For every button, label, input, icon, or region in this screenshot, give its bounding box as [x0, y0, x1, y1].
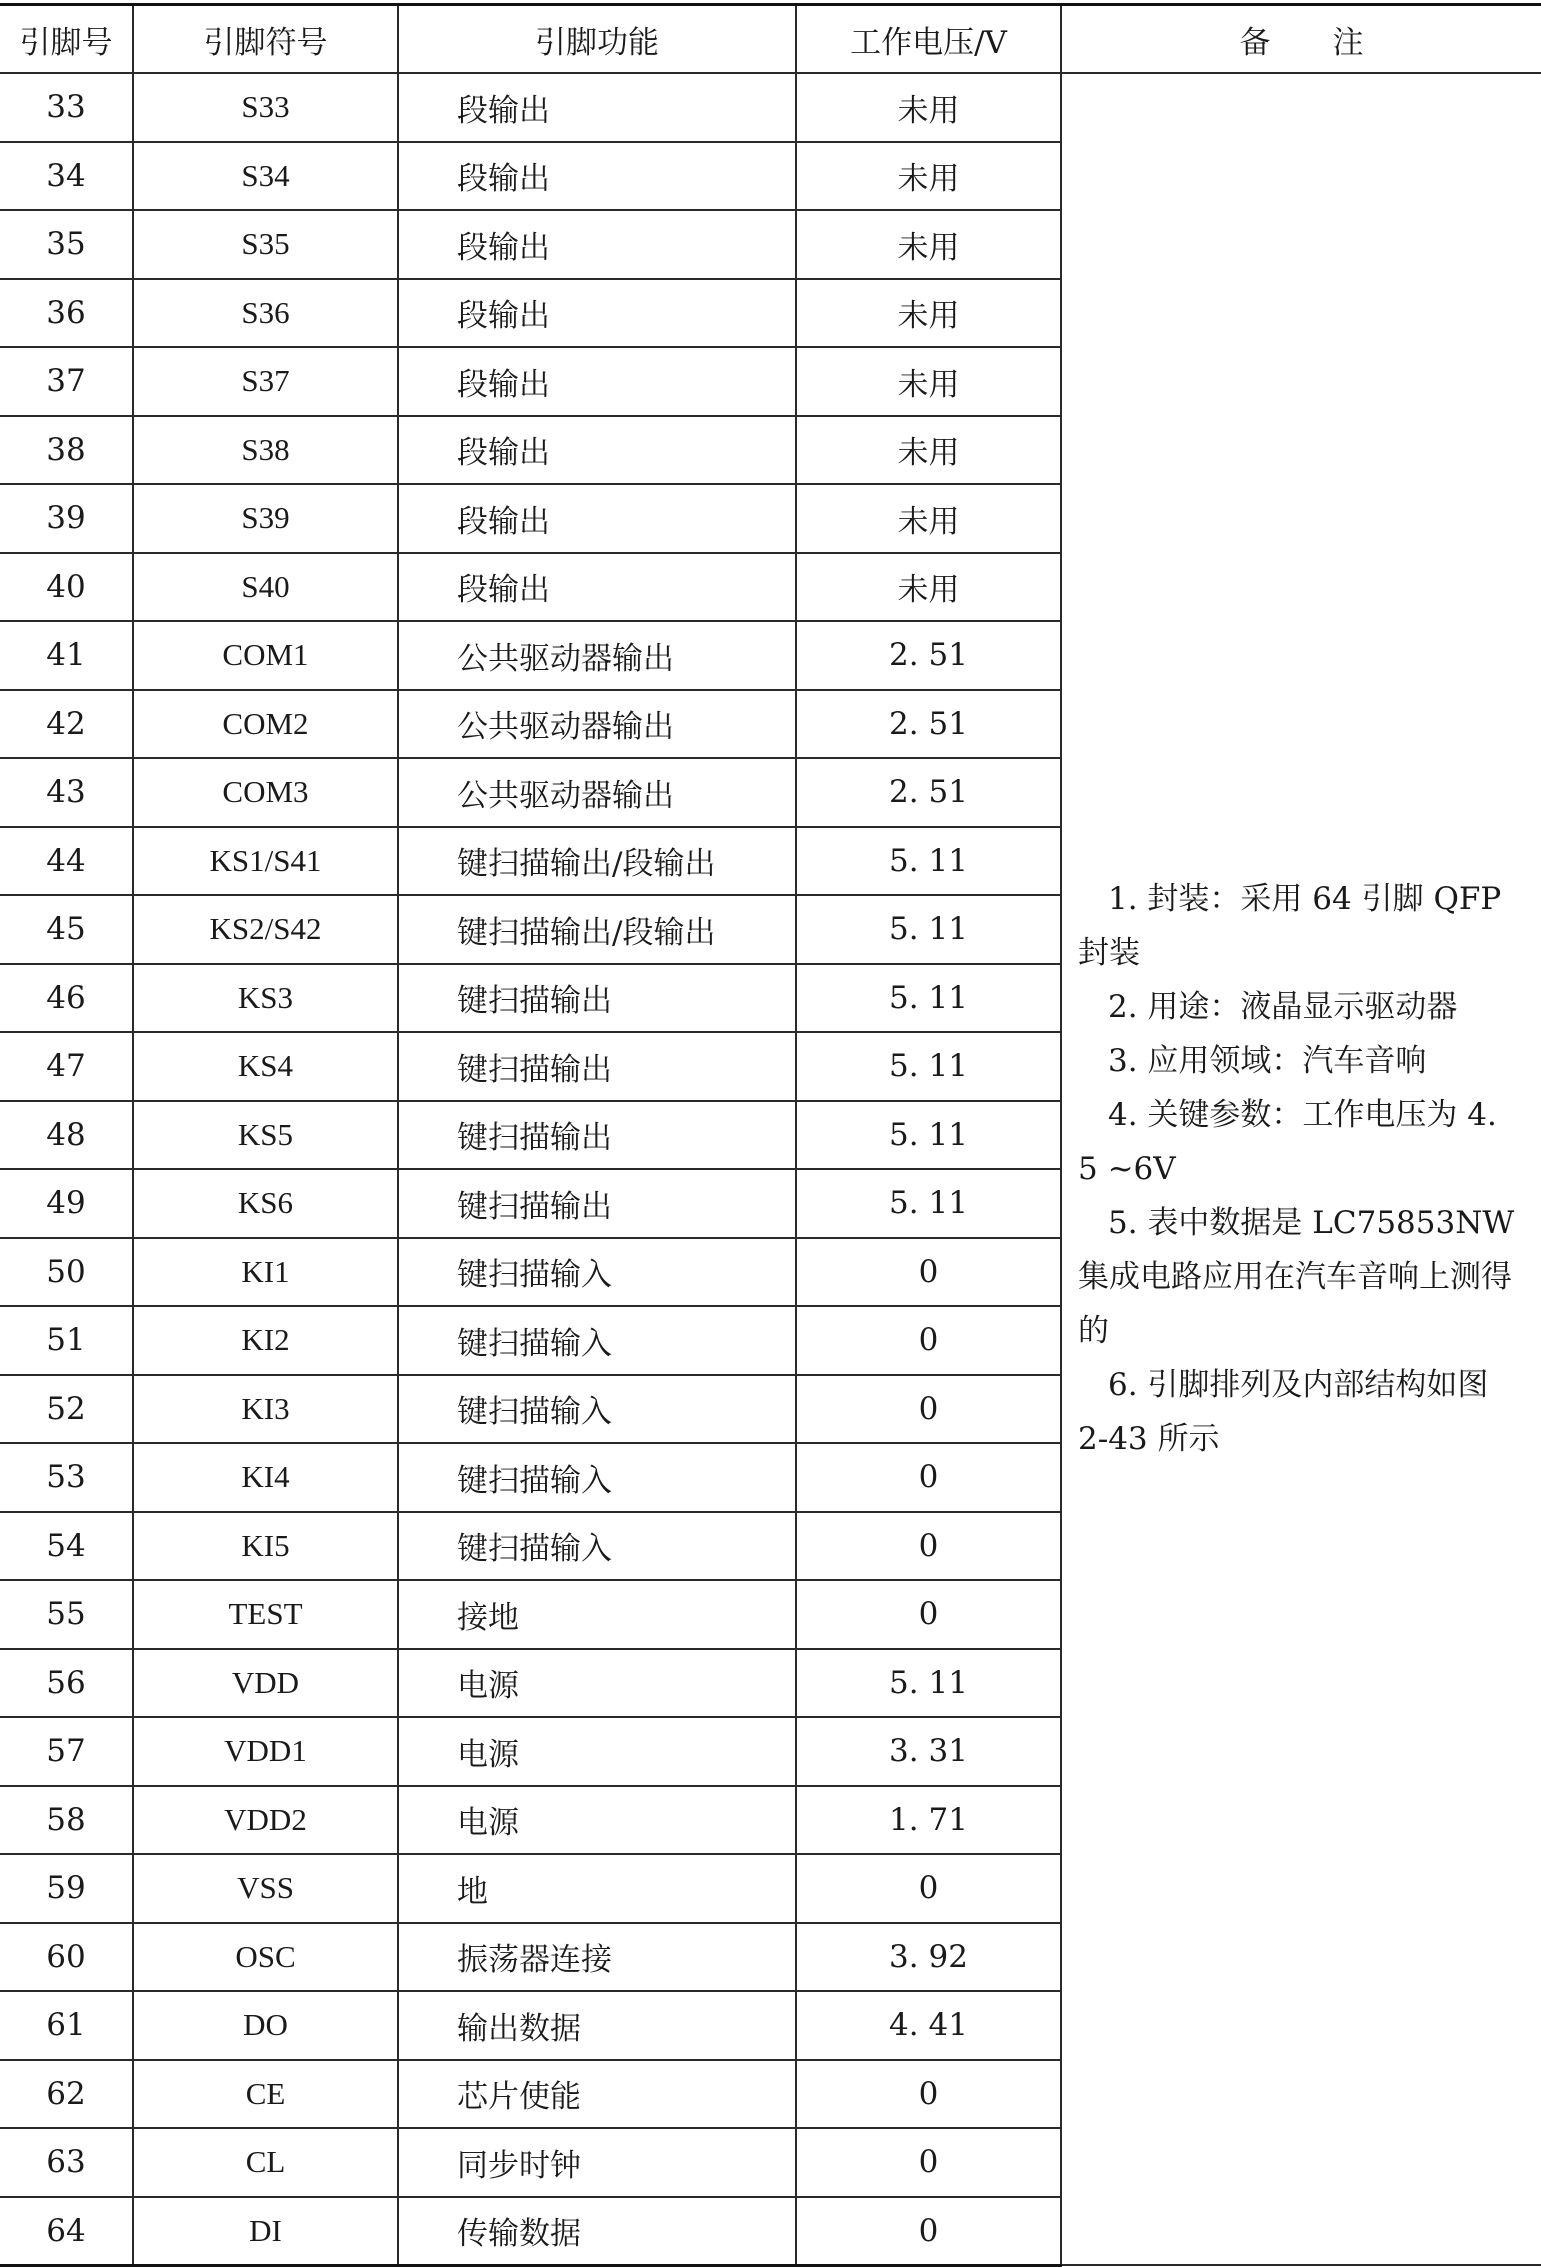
voltage-cell: 未用: [796, 73, 1061, 142]
pin-function-cell: 键扫描输出: [398, 1101, 796, 1170]
voltage-cell: 0: [796, 2128, 1061, 2197]
pin-number-cell: 57: [0, 1717, 133, 1786]
pin-symbol-cell: DI: [133, 2197, 398, 2266]
pin-symbol-cell: OSC: [133, 1923, 398, 1992]
voltage-cell: 5. 11: [796, 1169, 1061, 1238]
voltage-cell: 未用: [796, 347, 1061, 416]
pin-function-cell: 同步时钟: [398, 2128, 796, 2197]
pin-number-cell: 51: [0, 1306, 133, 1375]
pin-function-cell: 键扫描输出: [398, 1169, 796, 1238]
pin-function-cell: 段输出: [398, 416, 796, 485]
pin-symbol-cell: COM3: [133, 758, 398, 827]
voltage-cell: 0: [796, 1854, 1061, 1923]
voltage-cell: 未用: [796, 279, 1061, 348]
pin-symbol-cell: KI3: [133, 1375, 398, 1444]
pin-function-cell: 键扫描输入: [398, 1512, 796, 1581]
voltage-cell: 3. 92: [796, 1923, 1061, 1992]
pin-symbol-cell: VDD: [133, 1649, 398, 1718]
voltage-cell: 4. 41: [796, 1991, 1061, 2060]
pin-function-cell: 电源: [398, 1717, 796, 1786]
pin-function-cell: 键扫描输出/段输出: [398, 827, 796, 896]
voltage-cell: 0: [796, 1306, 1061, 1375]
note-item: 6. 引脚排列及内部结构如图 2-43 所示: [1078, 1367, 1489, 1457]
pin-function-cell: 段输出: [398, 142, 796, 211]
voltage-cell: 5. 11: [796, 1101, 1061, 1170]
voltage-cell: 2. 51: [796, 758, 1061, 827]
pin-symbol-cell: KI5: [133, 1512, 398, 1581]
pin-symbol-cell: VDD1: [133, 1717, 398, 1786]
header-pin-function: 引脚功能: [398, 5, 796, 74]
voltage-cell: 未用: [796, 416, 1061, 485]
pin-function-cell: 键扫描输入: [398, 1375, 796, 1444]
voltage-cell: 0: [796, 1238, 1061, 1307]
note-item: 2. 用途：液晶显示驱动器: [1108, 989, 1458, 1025]
pin-symbol-cell: S38: [133, 416, 398, 485]
pin-symbol-cell: S40: [133, 553, 398, 622]
pin-symbol-cell: COM1: [133, 621, 398, 690]
note-item: 3. 应用领域：汽车音响: [1108, 1043, 1427, 1079]
pin-function-cell: 键扫描输入: [398, 1443, 796, 1512]
pin-function-cell: 段输出: [398, 484, 796, 553]
pin-symbol-cell: KI2: [133, 1306, 398, 1375]
pin-function-cell: 段输出: [398, 279, 796, 348]
pin-function-cell: 键扫描输出/段输出: [398, 895, 796, 964]
pin-number-cell: 36: [0, 279, 133, 348]
header-notes: 备 注: [1061, 5, 1541, 74]
pin-symbol-cell: CE: [133, 2060, 398, 2129]
header-pin-number: 引脚号: [0, 5, 133, 74]
pin-number-cell: 53: [0, 1443, 133, 1512]
pin-symbol-cell: S39: [133, 484, 398, 553]
pin-symbol-cell: KI4: [133, 1443, 398, 1512]
voltage-cell: 2. 51: [796, 621, 1061, 690]
pin-number-cell: 59: [0, 1854, 133, 1923]
voltage-cell: 5. 11: [796, 1649, 1061, 1718]
table-body: [0, 73, 1541, 2265]
voltage-cell: 0: [796, 1580, 1061, 1649]
pin-number-cell: 33: [0, 73, 133, 142]
pin-function-cell: 输出数据: [398, 1991, 796, 2060]
voltage-cell: 0: [796, 2197, 1061, 2266]
voltage-cell: 0: [796, 1512, 1061, 1581]
voltage-cell: 未用: [796, 210, 1061, 279]
pin-number-cell: 42: [0, 690, 133, 759]
pin-number-cell: 52: [0, 1375, 133, 1444]
voltage-cell: 未用: [796, 142, 1061, 211]
pin-number-cell: 62: [0, 2060, 133, 2129]
pin-symbol-cell: KI1: [133, 1238, 398, 1307]
pin-number-cell: 38: [0, 416, 133, 485]
pin-function-cell: 键扫描输出: [398, 1032, 796, 1101]
pin-symbol-cell: KS3: [133, 964, 398, 1033]
pin-number-cell: 54: [0, 1512, 133, 1581]
pin-number-cell: 49: [0, 1169, 133, 1238]
voltage-cell: 2. 51: [796, 690, 1061, 759]
pin-number-cell: 35: [0, 210, 133, 279]
pin-number-cell: 34: [0, 142, 133, 211]
pin-number-cell: 56: [0, 1649, 133, 1718]
voltage-cell: 未用: [796, 484, 1061, 553]
pin-symbol-cell: S33: [133, 73, 398, 142]
pin-symbol-cell: S34: [133, 142, 398, 211]
pin-number-cell: 44: [0, 827, 133, 896]
pin-symbol-cell: S36: [133, 279, 398, 348]
pin-symbol-cell: S37: [133, 347, 398, 416]
pin-number-cell: 48: [0, 1101, 133, 1170]
note-item: 1. 封装：采用 64 引脚 QFP 封装: [1078, 881, 1502, 971]
pin-function-cell: 段输出: [398, 553, 796, 622]
pin-number-cell: 39: [0, 484, 133, 553]
pin-number-cell: 40: [0, 553, 133, 622]
pin-number-cell: 55: [0, 1580, 133, 1649]
voltage-cell: 5. 11: [796, 827, 1061, 896]
pin-symbol-cell: KS4: [133, 1032, 398, 1101]
pin-number-cell: 37: [0, 347, 133, 416]
voltage-cell: 未用: [796, 553, 1061, 622]
voltage-cell: 0: [796, 1443, 1061, 1512]
pin-function-cell: 段输出: [398, 347, 796, 416]
pin-number-cell: 61: [0, 1991, 133, 2060]
pin-number-cell: 46: [0, 964, 133, 1033]
pin-number-cell: 41: [0, 621, 133, 690]
pin-function-cell: 传输数据: [398, 2197, 796, 2266]
pin-function-cell: 公共驱动器输出: [398, 621, 796, 690]
pin-function-cell: 键扫描输出: [398, 964, 796, 1033]
pin-function-cell: 公共驱动器输出: [398, 758, 796, 827]
pin-function-cell: 键扫描输入: [398, 1306, 796, 1375]
pin-number-cell: 60: [0, 1923, 133, 1992]
note-item: 4. 关键参数：工作电压为 4. 5 ~6V: [1078, 1097, 1497, 1187]
header-pin-symbol: 引脚符号: [133, 5, 398, 74]
pin-symbol-cell: S35: [133, 210, 398, 279]
pin-table: [0, 3, 1541, 2267]
voltage-cell: 0: [796, 1375, 1061, 1444]
pin-symbol-cell: KS6: [133, 1169, 398, 1238]
pin-symbol-cell: KS1/S41: [133, 827, 398, 896]
pin-number-cell: 50: [0, 1238, 133, 1307]
pin-function-cell: 公共驱动器输出: [398, 690, 796, 759]
voltage-cell: 5. 11: [796, 1032, 1061, 1101]
pin-number-cell: 64: [0, 2197, 133, 2266]
pin-symbol-cell: DO: [133, 1991, 398, 2060]
header-voltage: 工作电压/V: [796, 5, 1061, 74]
notes-cell: [1061, 73, 1541, 2265]
pin-function-cell: 振荡器连接: [398, 1923, 796, 1992]
pin-symbol-cell: COM2: [133, 690, 398, 759]
pin-symbol-cell: KS2/S42: [133, 895, 398, 964]
note-item: 5. 表中数据是 LC75853NW 集成电路应用在汽车音响上测得的: [1078, 1205, 1515, 1349]
voltage-cell: 3. 31: [796, 1717, 1061, 1786]
voltage-cell: 1. 71: [796, 1786, 1061, 1855]
pin-symbol-cell: VDD2: [133, 1786, 398, 1855]
pin-function-cell: 电源: [398, 1786, 796, 1855]
pin-function-cell: 键扫描输入: [398, 1238, 796, 1307]
pin-number-cell: 45: [0, 895, 133, 964]
pin-symbol-cell: KS5: [133, 1101, 398, 1170]
pin-function-cell: 地: [398, 1854, 796, 1923]
pin-function-cell: 电源: [398, 1649, 796, 1718]
voltage-cell: 5. 11: [796, 964, 1061, 1033]
pin-function-cell: 接地: [398, 1580, 796, 1649]
pin-function-cell: 段输出: [398, 73, 796, 142]
pin-symbol-cell: CL: [133, 2128, 398, 2197]
pin-number-cell: 43: [0, 758, 133, 827]
pin-function-cell: 芯片使能: [398, 2060, 796, 2129]
header-row: [0, 5, 1541, 74]
voltage-cell: 5. 11: [796, 895, 1061, 964]
pin-number-cell: 58: [0, 1786, 133, 1855]
table-row: [0, 73, 1541, 142]
pin-number-cell: 63: [0, 2128, 133, 2197]
pin-number-cell: 47: [0, 1032, 133, 1101]
pin-function-cell: 段输出: [398, 210, 796, 279]
voltage-cell: 0: [796, 2060, 1061, 2129]
pin-symbol-cell: VSS: [133, 1854, 398, 1923]
pin-symbol-cell: TEST: [133, 1580, 398, 1649]
